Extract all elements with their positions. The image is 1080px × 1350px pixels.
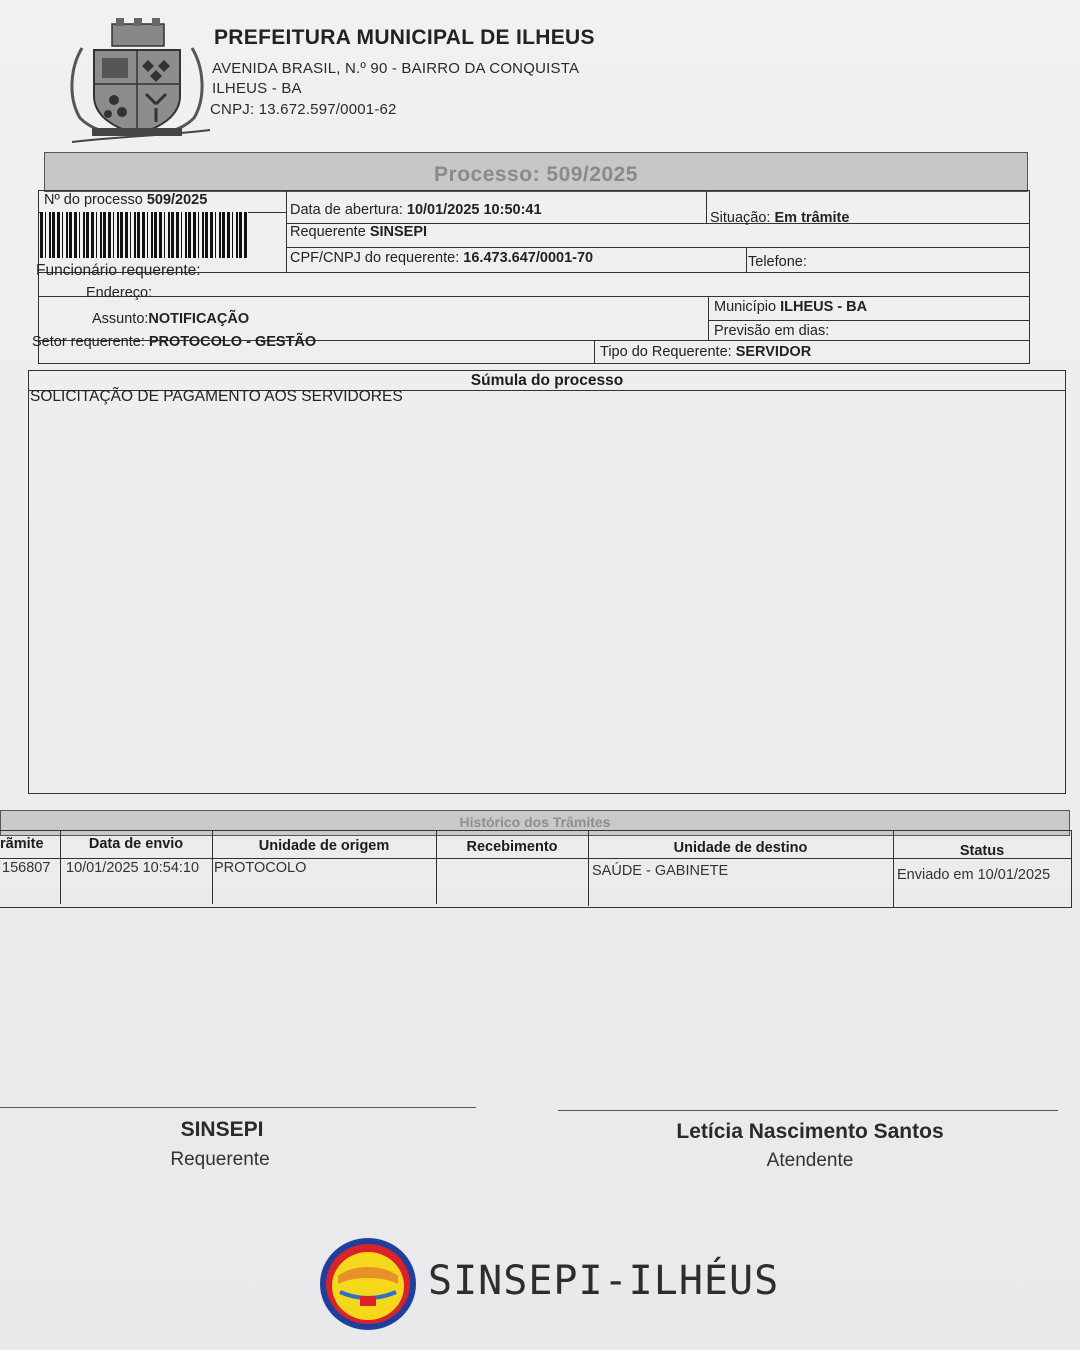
requester-type: Tipo do Requerente: SERVIDOR	[600, 344, 812, 360]
signature-name-right: Letícia Nascimento Santos	[676, 1120, 944, 1143]
row-status: Enviado em 10/01/2025	[897, 867, 1051, 883]
row-destino: SAÚDE - GABINETE	[592, 863, 729, 879]
process-title-bar	[44, 152, 1028, 192]
row-tramite: 156807	[2, 860, 51, 876]
requesting-sector: Setor requerente: PROTOCOLO - GESTÃO	[32, 334, 317, 350]
requester: Requerente SINSEPI	[290, 224, 428, 240]
col-destino: Unidade de destino	[673, 840, 808, 856]
process-title: Processo: 509/2025	[434, 163, 638, 186]
process-number: Nº do processo 509/2025	[44, 192, 208, 208]
signature-role-right: Atendente	[766, 1150, 854, 1171]
col-origem: Unidade de origem	[258, 838, 390, 854]
header-address: AVENIDA BRASIL, N.º 90 - BAIRRO DA CONQUISTA	[212, 60, 580, 77]
signature-name-left: SINSEPI	[180, 1118, 264, 1141]
barcode-icon	[40, 212, 248, 258]
subject: Assunto:NOTIFICAÇÃO	[92, 311, 250, 327]
signature-role-left: Requerente	[170, 1149, 270, 1170]
employee-requester: Funcionário requerente:	[36, 262, 201, 279]
address: Endereço:	[86, 285, 153, 301]
row-origem: PROTOCOLO	[214, 860, 307, 876]
header-title: PREFEITURA MUNICIPAL DE ILHEUS	[214, 26, 595, 49]
signature-line-left	[0, 1107, 476, 1108]
summary-heading: Súmula do processo	[470, 372, 624, 389]
phone: Telefone:	[748, 254, 807, 270]
process-status: Situação: Em trâmite	[710, 210, 850, 226]
requester-cnpj: CPF/CNPJ do requerente: 16.473.647/0001-70	[290, 250, 594, 266]
header-city: ILHEUS - BA	[212, 80, 302, 97]
row-data-envio: 10/01/2025 10:54:10	[66, 860, 200, 876]
col-tramite: rãmite	[0, 836, 44, 852]
summary-box	[28, 370, 1066, 794]
signature-line-right	[558, 1110, 1058, 1111]
history-heading: Histórico dos Trâmites	[459, 814, 611, 830]
municipality: Município ILHEUS - BA	[714, 299, 868, 315]
summary-text: SOLICITAÇÃO DE PAGAMENTO AOS SERVIDORES	[30, 388, 403, 405]
col-recebimento: Recebimento	[466, 839, 558, 855]
footer-brand-text: SINSEPI-ILHÉUS	[428, 1258, 780, 1304]
col-status: Status	[959, 843, 1005, 859]
header-cnpj: CNPJ: 13.672.597/0001-62	[210, 101, 397, 118]
forecast-days: Previsão em dias:	[714, 323, 830, 339]
city-crest-icon	[62, 18, 212, 148]
sinsepi-logo-icon	[318, 1236, 418, 1332]
opening-date: Data de abertura: 10/01/2025 10:50:41	[290, 202, 542, 218]
col-data-envio: Data de envio	[88, 836, 184, 852]
